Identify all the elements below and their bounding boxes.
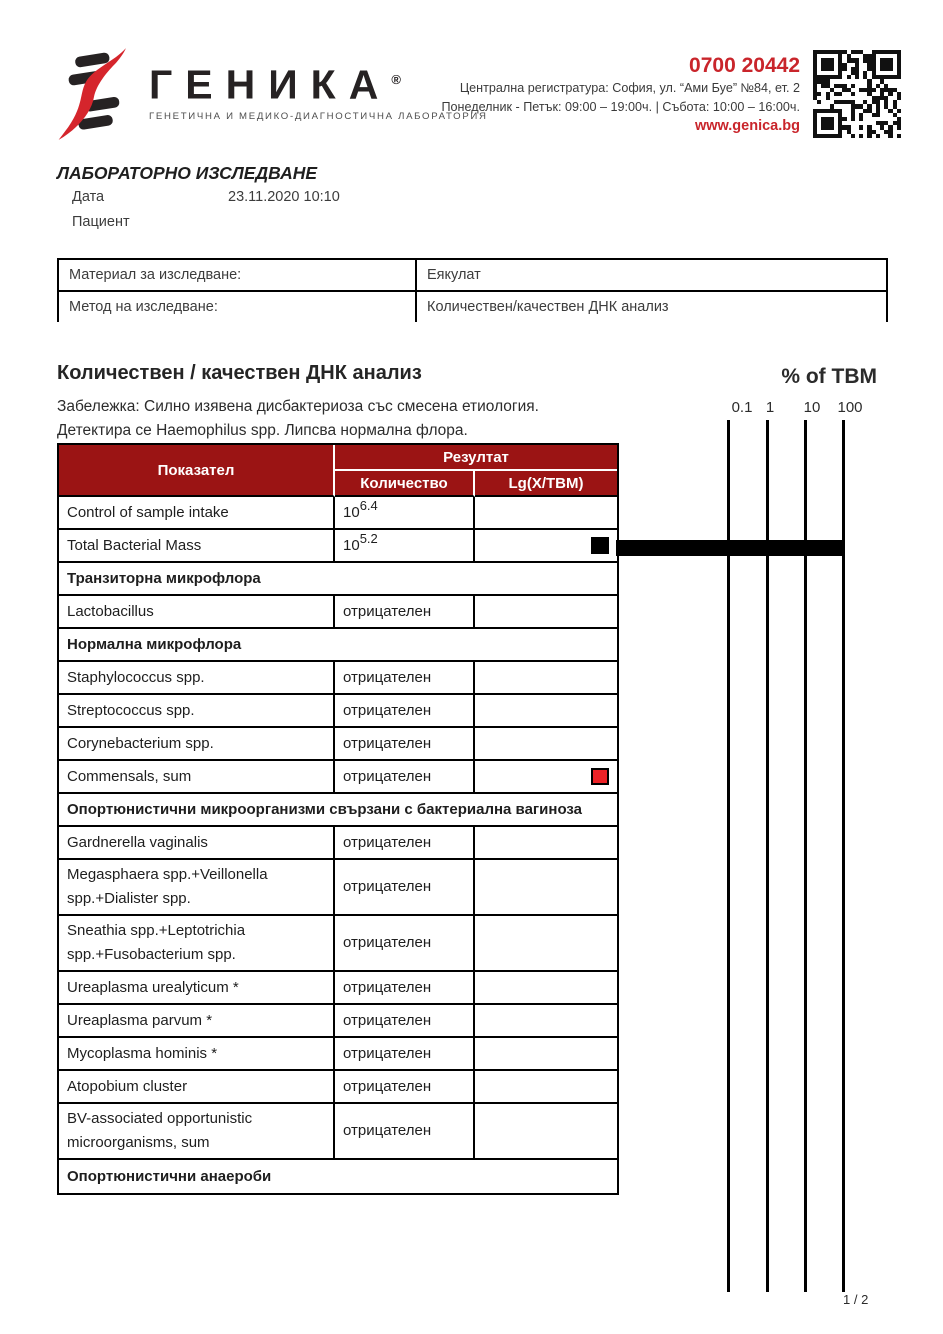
quantity-value: отрицателен [335, 1038, 475, 1071]
result-row [59, 1104, 617, 1160]
result-row [59, 1071, 617, 1104]
material-value: Еякулат [416, 259, 887, 291]
indicator-name: Megasphaera spp.+Veillonella spp.+Dialister spp. [59, 860, 335, 916]
lg-value [475, 596, 617, 629]
indicator-name: Staphylococcus spp. [59, 662, 335, 695]
result-row [59, 497, 617, 530]
lg-value [475, 827, 617, 860]
section-label: Транзиторна микрофлора [59, 563, 617, 596]
note-line-1: Забележка: Силно изявена дисбактериоза със смесена етиология. [57, 398, 539, 415]
tbm-scale-title: % of TBM [781, 365, 877, 388]
result-row [59, 695, 617, 728]
result-row [59, 728, 617, 761]
tbm-tick-label: 100 [837, 399, 863, 416]
lg-value [475, 972, 617, 1005]
contact-hours: Понеделник - Петък: 09:00 – 19:00ч. | Събота: 10:00 – 16:00ч. [441, 100, 800, 114]
result-row [59, 1038, 617, 1071]
quantity-value: 106.4 [335, 497, 475, 530]
indicator-name: Streptococcus spp. [59, 695, 335, 728]
brand-logo [57, 45, 488, 143]
table-row [58, 291, 887, 322]
col-header-quantity: Количество [335, 471, 475, 497]
indicator-name: Atopobium cluster [59, 1071, 335, 1104]
result-row [59, 662, 617, 695]
result-row [59, 1005, 617, 1038]
black-square-marker [591, 537, 609, 554]
contact-address: Централна регистратура: София, ул. “Ами Буе” №84, ет. 2 [459, 81, 800, 95]
qr-code [813, 50, 901, 138]
section-label: Нормална микрофлора [59, 629, 617, 662]
quantity-value: отрицателен [335, 1104, 475, 1160]
brand-subtitle: ГЕНЕТИЧНА И МЕДИКО-ДИАГНОСТИЧНА ЛАБОРАТОРИЯ [149, 110, 488, 122]
quantity-exponent: 5.2 [359, 530, 378, 546]
indicator-name: Lactobacillus [59, 596, 335, 629]
lg-value [475, 728, 617, 761]
genica-logo-icon [57, 45, 139, 143]
quantity-value: отрицателен [335, 662, 475, 695]
method-value: Количествен/качествен ДНК анализ [416, 291, 887, 322]
analysis-note [57, 395, 677, 443]
results-table-body [59, 497, 617, 1193]
tbm-tick-label: 1 [765, 399, 775, 416]
lg-value [475, 860, 617, 916]
col-header-result: Резултат [335, 445, 617, 471]
report-title: ЛАБОРАТОРНО ИЗСЛЕДВАНЕ [57, 163, 318, 183]
section-label: Опортюнистични анаероби [67, 1167, 272, 1185]
analysis-heading: Количествен / качествен ДНК анализ [57, 362, 422, 384]
indicator-name: Commensals, sum [59, 761, 335, 794]
lg-value [475, 662, 617, 695]
quantity-value: отрицателен [335, 1071, 475, 1104]
contact-phone: 0700 20442 [689, 54, 800, 77]
method-label: Метод на изследване: [58, 291, 416, 322]
indicator-name: Mycoplasma hominis * [59, 1038, 335, 1071]
registered-mark: ® [391, 72, 401, 87]
lg-value [475, 1071, 617, 1104]
col-header-indicator: Показател [59, 445, 335, 497]
quantity-value: 105.2 [335, 530, 475, 563]
tbm-bar [616, 540, 845, 556]
section-label: Опортюнистични микроорганизми свързани с бактериална вагиноза [59, 794, 617, 827]
table-row [58, 259, 887, 291]
quantity-value: отрицателен [335, 916, 475, 972]
section-row [59, 794, 617, 827]
indicator-name: Ureaplasma parvum * [59, 1005, 335, 1038]
lg-value [475, 1005, 617, 1038]
lg-value [475, 497, 617, 530]
indicator-name: Ureaplasma urealyticum * [59, 972, 335, 1005]
brand-text [149, 45, 488, 122]
result-row [59, 761, 617, 794]
quantity-value: отрицателен [335, 728, 475, 761]
quantity-value: отрицателен [335, 827, 475, 860]
result-row [59, 916, 617, 972]
lg-value [475, 761, 617, 794]
results-table [57, 443, 619, 1195]
quantity-exponent: 6.4 [359, 497, 378, 513]
header-row [59, 445, 617, 471]
indicator-name: Total Bacterial Mass [59, 530, 335, 563]
patient-label: Пациент [72, 214, 130, 230]
date-value: 23.11.2020 10:10 [228, 189, 340, 205]
brand-name: ГЕНИКА® [149, 61, 401, 108]
quantity-value: отрицателен [335, 761, 475, 794]
lg-value [475, 695, 617, 728]
indicator-name: Control of sample intake [59, 497, 335, 530]
quantity-value: отрицателен [335, 596, 475, 629]
lg-value [475, 1038, 617, 1071]
indicator-name: Corynebacterium spp. [59, 728, 335, 761]
quantity-value: отрицателен [335, 695, 475, 728]
quantity-value: отрицателен [335, 972, 475, 1005]
indicator-name: Sneathia spp.+Leptotrichia spp.+Fusobacterium spp. [59, 916, 335, 972]
page-number: 1 / 2 [843, 1292, 869, 1307]
section-row [59, 1160, 617, 1193]
lg-value [475, 530, 617, 563]
result-row [59, 860, 617, 916]
quantity-value: отрицателен [335, 1005, 475, 1038]
section-row [59, 629, 617, 662]
results-table-wrap [57, 443, 615, 1195]
result-row [59, 530, 617, 563]
result-row [59, 972, 617, 1005]
result-row [59, 827, 617, 860]
red-square-marker [591, 768, 609, 785]
tbm-tick-label: 10 [803, 399, 821, 416]
contact-block [440, 54, 800, 136]
tbm-tick-label: 0.1 [731, 399, 753, 416]
contact-website: www.genica.bg [694, 118, 800, 134]
col-header-lg: Lg(X/TBM) [475, 471, 617, 497]
lg-value [475, 1104, 617, 1160]
lg-value [475, 916, 617, 972]
result-row [59, 596, 617, 629]
indicator-name: BV-associated opportunistic microorganisms, sum [59, 1104, 335, 1160]
note-line-2: Детектира се Haemophilus spp. Липсва нормална флора. [57, 422, 468, 439]
section-row [59, 563, 617, 596]
specimen-info-table [57, 258, 888, 322]
results-table-head [59, 445, 617, 497]
quantity-value: отрицателен [335, 860, 475, 916]
indicator-name: Gardnerella vaginalis [59, 827, 335, 860]
date-label: Дата [72, 189, 105, 205]
material-label: Материал за изследване: [58, 259, 416, 291]
